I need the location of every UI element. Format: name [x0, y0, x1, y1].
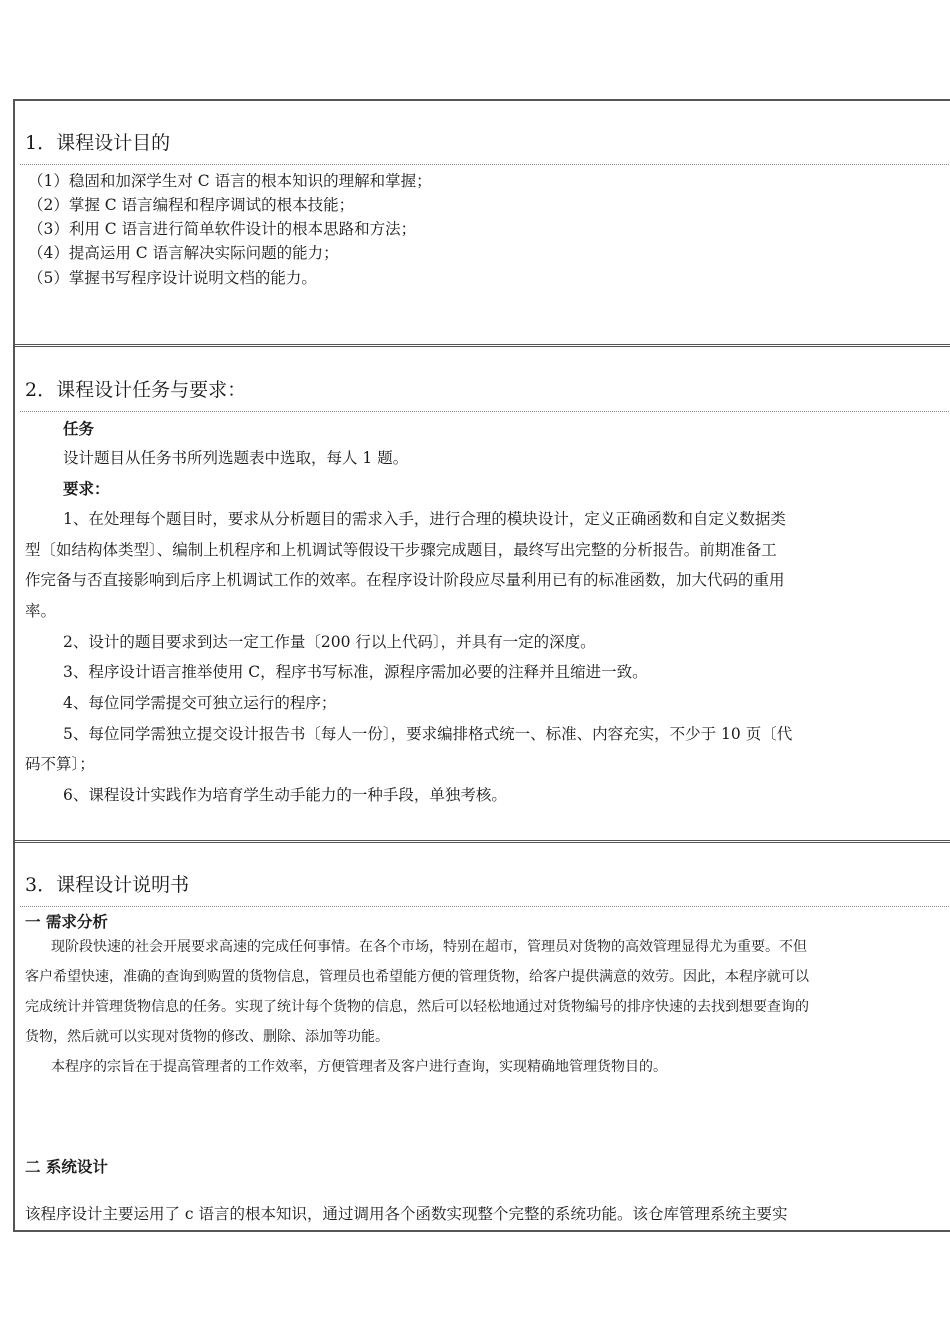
requirement-line: 率。	[25, 602, 57, 620]
purpose-item: （5）掌握书写程序设计说明文档的能力。	[28, 269, 317, 287]
document-frame	[13, 99, 950, 1232]
section-title: 1．课程设计目的	[25, 132, 171, 154]
requirement-line: 3、程序设计语言推举使用 C，程序书写标准，源程序需加必要的注释并且缩进一致。	[63, 663, 648, 681]
paragraph-line: 货物，然后就可以实现对货物的修改、删除、添加等功能。	[25, 1029, 389, 1045]
requirement-line: 码不算〕；	[25, 755, 95, 773]
requirement-line: 1、在处理每个题目时，要求从分析题目的需求入手，进行合理的模块设计，定义正确函数和自定义数据类	[63, 510, 786, 528]
paragraph-line: 完成统计并管理货物信息的任务。实现了统计每个货物的信息，然后可以轻松地通过对货物编号的排序快速的去找到想要查询的	[25, 999, 809, 1015]
task-text: 设计题目从任务书所列选题表中选取，每人 1 题。	[63, 449, 409, 467]
purpose-item: （4）提高运用 C 语言解决实际问题的能力；	[28, 244, 339, 262]
divider	[20, 411, 950, 412]
paragraph-line: 本程序的宗旨在于提高管理者的工作效率，方便管理者及客户进行查询，实现精确地管理货物目的。	[51, 1059, 667, 1075]
purpose-item: （1）稳固和加深学生对 C 语言的根本知识的理解和掌握；	[28, 172, 432, 190]
divider	[20, 906, 950, 907]
requirement-line: 4、每位同学需提交可独立运行的程序；	[63, 694, 337, 712]
paragraph-line: 现阶段快速的社会开展要求高速的完成任何事情。在各个市场，特别在超市，管理员对货物的高效管理显得尤为重要。不但	[51, 939, 807, 955]
section-design-specification	[15, 844, 950, 1230]
requirement-line: 2、设计的题目要求到达一定工作量〔200 行以上代码〕，并具有一定的深度。	[63, 633, 596, 651]
section-title: 2．课程设计任务与要求：	[25, 379, 247, 401]
section-title: 3．课程设计说明书	[25, 874, 190, 896]
requirement-line: 5、每位同学需独立提交设计报告书〔每人一份〕，要求编排格式统一、标准、内容充实，不少于 10 页〔代	[63, 725, 793, 743]
purpose-item: （2）掌握 C 语言编程和程序调试的根本技能；	[28, 196, 355, 214]
requirement-line: 6、课程设计实践作为培育学生动手能力的一种手段，单独考核。	[63, 786, 507, 804]
requirement-line: 型〔如结构体类型〕、编制上机程序和上机调试等假设干步骤完成题目，最终写出完整的分析报告。前期准备工	[25, 541, 777, 559]
paragraph-line: 客户希望快速，准确的查询到购置的货物信息，管理员也希望能方便的管理货物，给客户提供满意的效劳。因此，本程序就可以	[25, 969, 809, 985]
subsection-title-system-design: 二 系统设计	[25, 1157, 108, 1176]
paragraph-line: 该程序设计主要运用了 c 语言的根本知识，通过调用各个函数实现整个完整的系统功能。该仓库管理系统主要实	[25, 1205, 788, 1223]
section-tasks-requirements	[15, 348, 950, 843]
requirement-line: 作完备与否直接影响到后序上机调试工作的效率。在程序设计阶段应尽量利用已有的标准函数，加大代码的重用	[25, 571, 785, 589]
task-label: 任务	[63, 419, 95, 438]
section-course-purpose	[15, 101, 950, 347]
divider	[20, 164, 950, 165]
purpose-item: （3）利用 C 语言进行简单软件设计的根本思路和方法；	[28, 220, 417, 238]
subsection-title-requirements-analysis: 一 需求分析	[25, 912, 108, 931]
requirements-label: 要求：	[63, 479, 110, 498]
